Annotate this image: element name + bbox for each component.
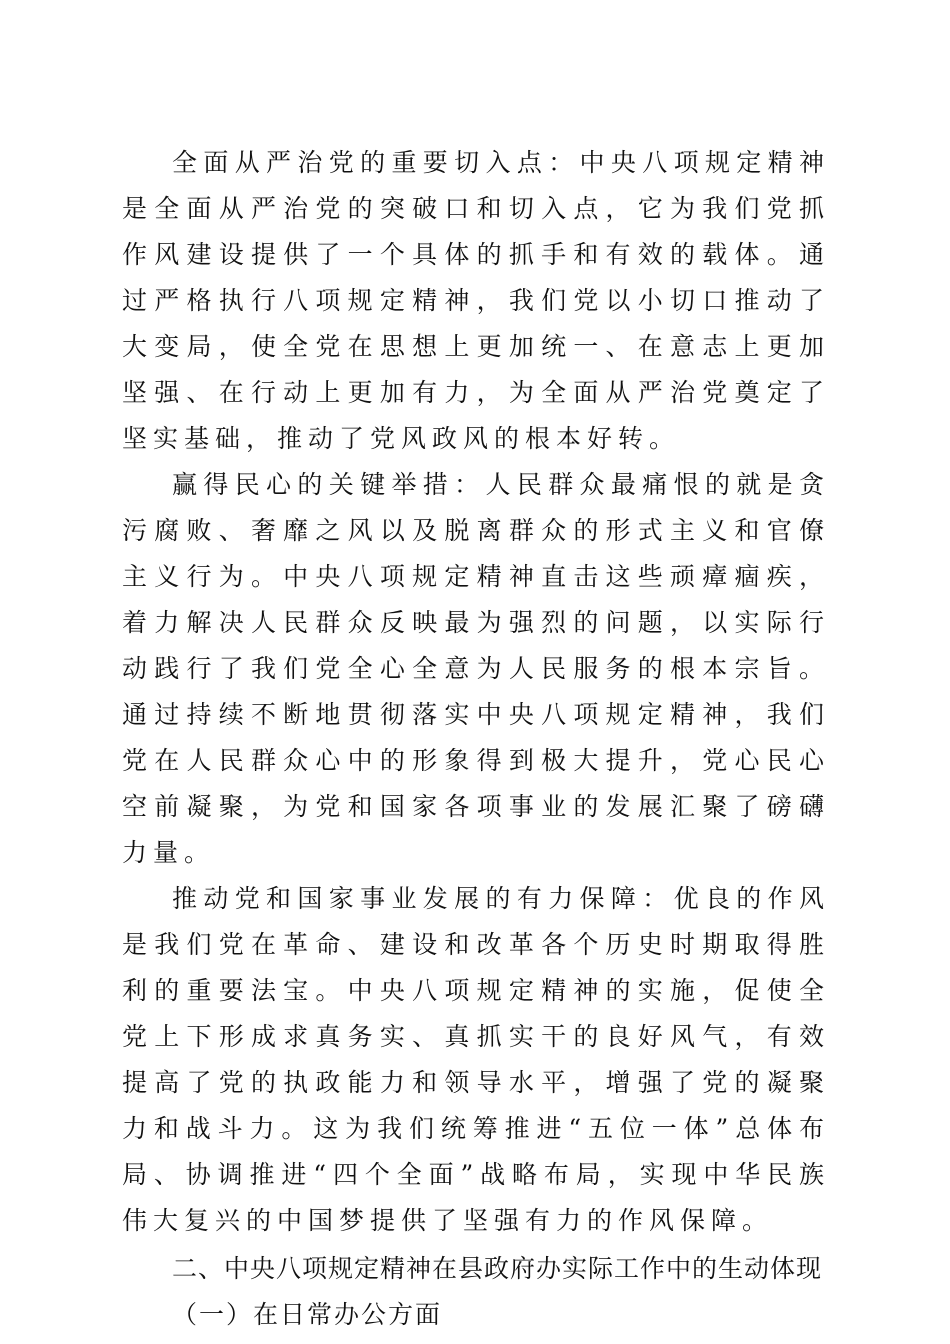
- subsection-heading: （一）在日常办公方面: [172, 1300, 443, 1329]
- section-heading: 二、中央八项规定精神在县政府办实际工作中的生动体现: [172, 1254, 823, 1283]
- paragraph-public-support: 赢得民心的关键举措：人民群众最痛恨的就是贪污腐败、奢靡之风以及脱离群众的形式主义和官僚主义行为。中央八项规定精神直击这些顽瘴痼疾，着力解决人民群众反映最为强烈的问题，以实际行动践行了我们党全心全意为人民服务的根本宗旨。通过持续不断地贯彻落实中央八项规定精神，我们党在人民群众心中的形象得到极大提升，党心民心空前凝聚，为党和国家各项事业的发展汇聚了磅礴力量。: [122, 470, 830, 867]
- paragraph-party-governance: 全面从严治党的重要切入点：中央八项规定精神是全面从严治党的突破口和切入点，它为我们党抓作风建设提供了一个具体的抓手和有效的载体。通过严格执行八项规定精神，我们党以小切口推动了大变局，使全党在思想上更加统一、在意志上更加坚强、在行动上更加有力，为全面从严治党奠定了坚实基础，推动了党风政风的根本好转。: [122, 148, 830, 453]
- paragraph-development-guarantee: 推动党和国家事业发展的有力保障：优良的作风是我们党在革命、建设和改革各个历史时期取得胜利的重要法宝。中央八项规定精神的实施，促使全党上下形成求真务实、真抓实干的良好风气，有效提高了党的执政能力和领导水平，增强了党的凝聚力和战斗力。这为我们统筹推进“五位一体”总体布局、协调推进“四个全面”战略布局，实现中华民族伟大复兴的中国梦提供了坚强有力的作风保障。: [122, 884, 830, 1235]
- document-body: [122, 140, 830, 1338]
